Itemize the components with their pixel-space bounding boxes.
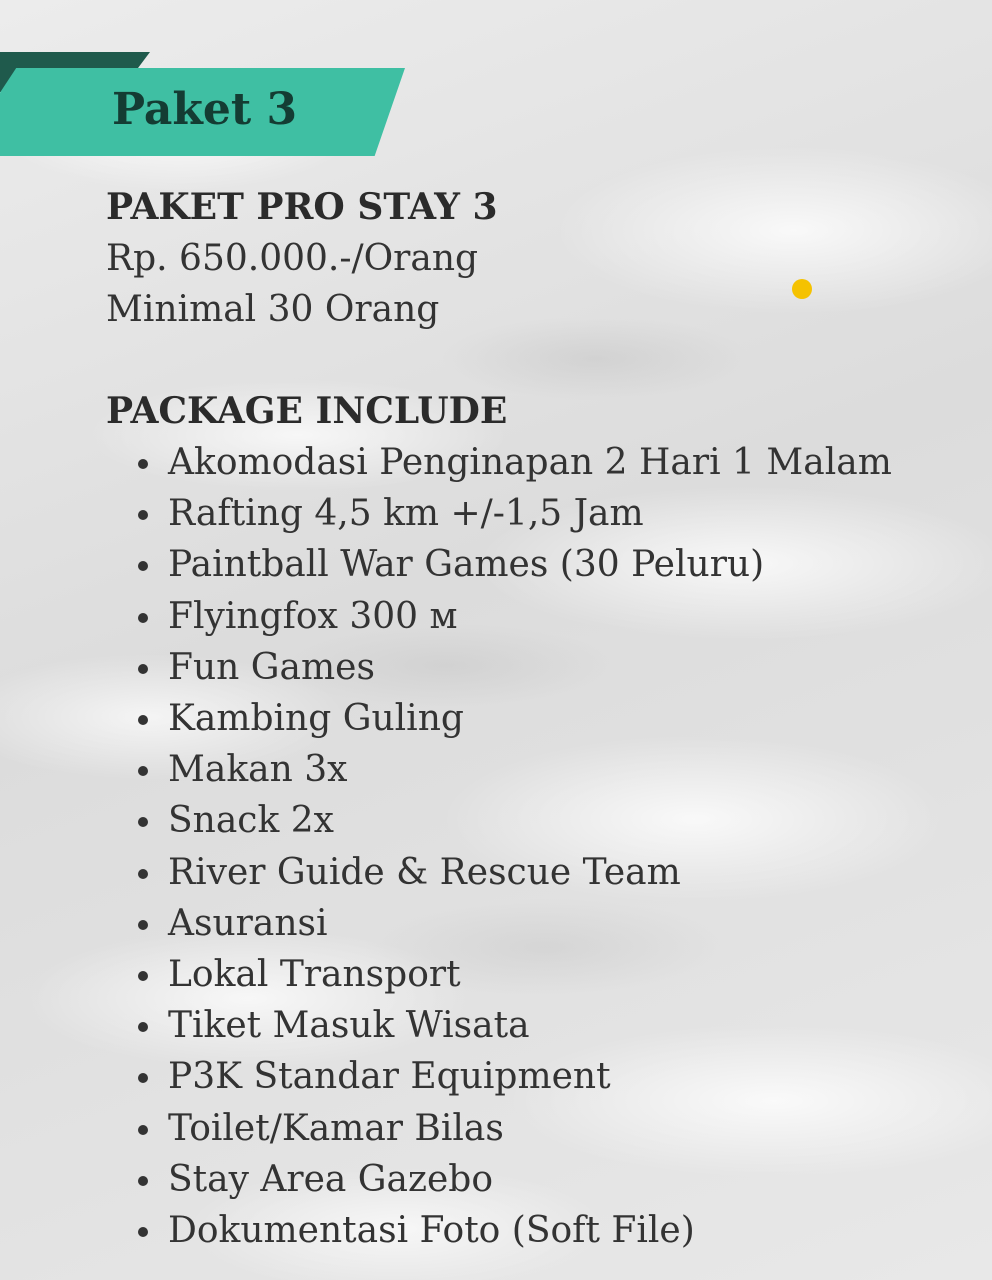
list-item: River Guide & Rescue Team <box>168 847 966 898</box>
includes-heading: PACKAGE INCLUDE <box>106 390 508 432</box>
list-item: Rafting 4,5 km +/-1,5 Jam <box>168 488 966 539</box>
list-item: Stay Area Gazebo <box>168 1154 966 1205</box>
includes-list <box>106 437 966 1256</box>
package-details <box>106 182 966 1256</box>
list-item: Akomodasi Penginapan 2 Hari 1 Malam <box>168 437 966 488</box>
page-title: Paket 3 <box>112 84 298 135</box>
list-item: Asuransi <box>168 898 966 949</box>
package-minimum: Minimal 30 Orang <box>106 289 440 330</box>
list-item: Makan 3x <box>168 744 966 795</box>
list-item: Paintball War Games (30 Peluru) <box>168 539 966 590</box>
list-item: Dokumentasi Foto (Soft File) <box>168 1205 966 1256</box>
package-name: PAKET PRO STAY 3 <box>106 186 498 228</box>
list-item: Fun Games <box>168 642 966 693</box>
list-item: Tiket Masuk Wisata <box>168 1000 966 1051</box>
section-spacer <box>106 335 966 386</box>
title-banner <box>0 0 420 170</box>
list-item: Snack 2x <box>168 795 966 846</box>
list-item: Flyingfox 300 м <box>168 591 966 642</box>
list-item: Toilet/Kamar Bilas <box>168 1103 966 1154</box>
list-item: Kambing Guling <box>168 693 966 744</box>
package-price: Rp. 650.000.-/Orang <box>106 238 479 279</box>
list-item: P3K Standar Equipment <box>168 1051 966 1102</box>
list-item: Lokal Transport <box>168 949 966 1000</box>
